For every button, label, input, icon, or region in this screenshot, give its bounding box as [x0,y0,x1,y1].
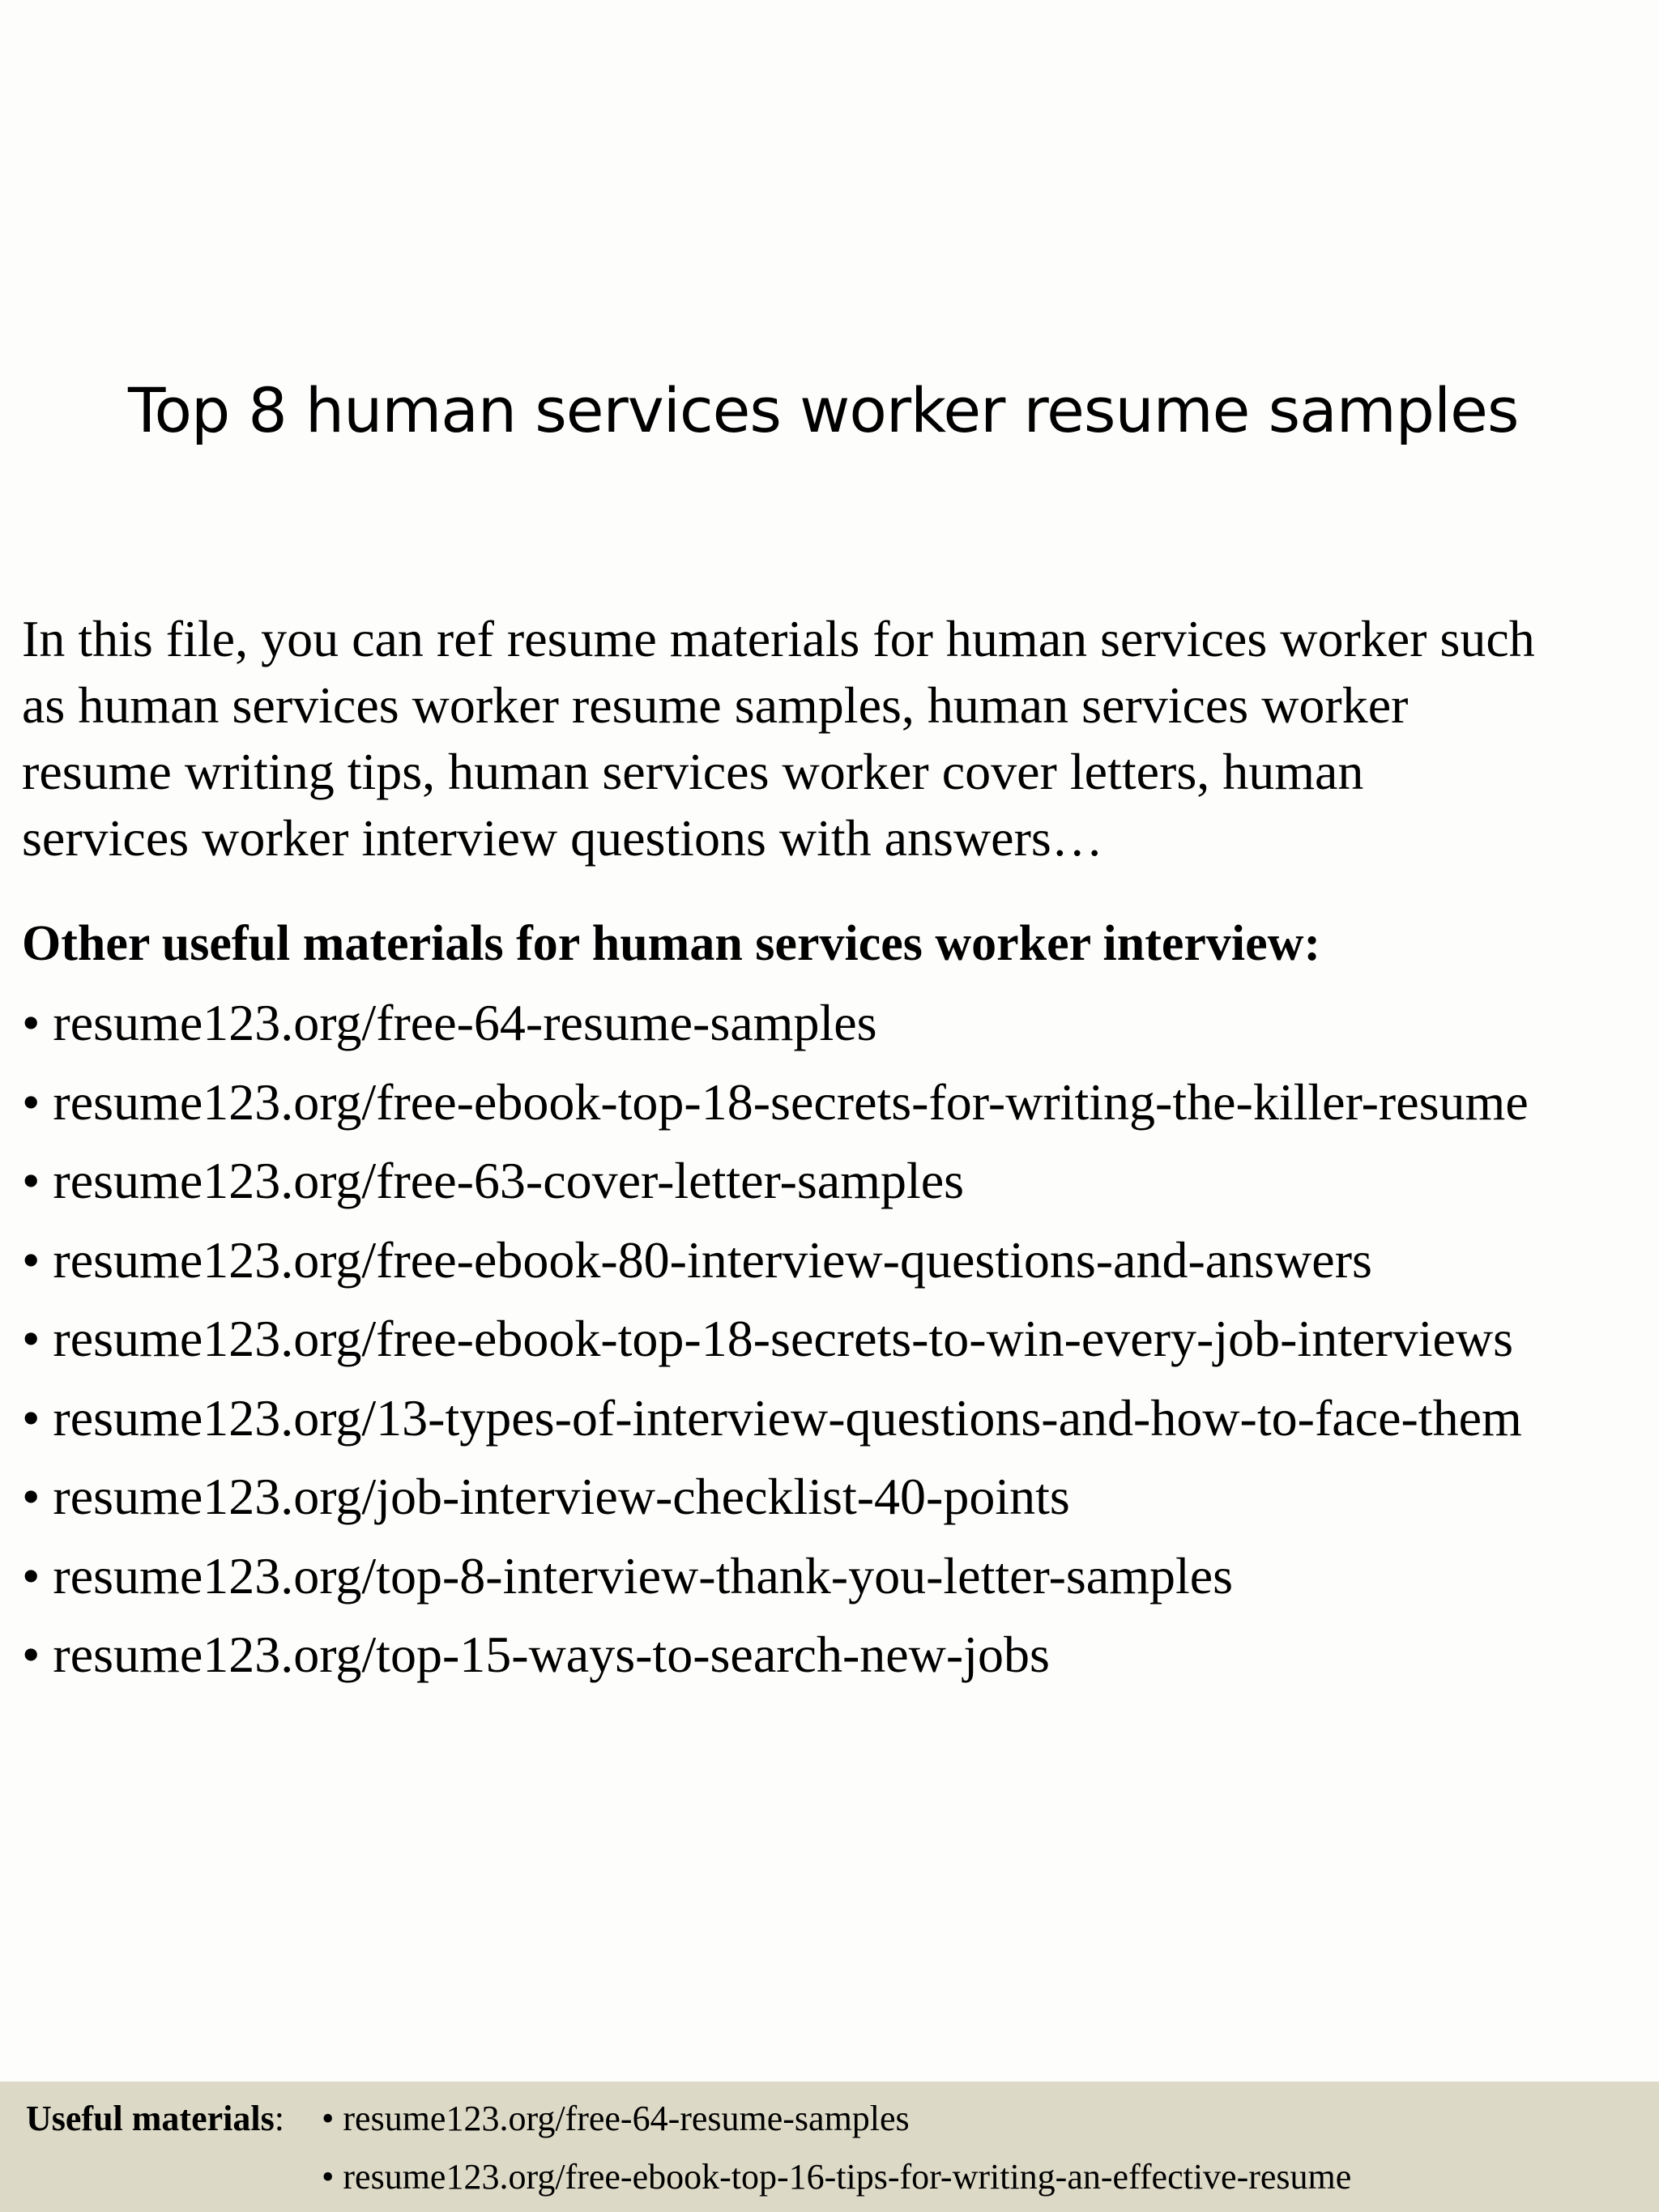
material-link[interactable]: resume123.org/free-ebook-80-interview-questions-and-answers [53,1230,1372,1289]
footer-item [322,2096,910,2142]
list-item [22,1148,1529,1227]
material-link[interactable]: resume123.org/free-64-resume-samples [53,994,877,1051]
intro-line: resume writing tips, human services worker cover letters, human [22,743,1364,800]
footer-link[interactable]: resume123.org/free-ebook-top-16-tips-for-writing-an-effective-resume [343,2157,1352,2197]
materials-link-list [22,990,1529,1701]
bullet: • [22,1388,41,1447]
list-item [22,1306,1529,1385]
list-item [22,1622,1529,1701]
bullet: • [22,1072,41,1131]
bullet: • [322,2157,335,2197]
footer-bar [0,2082,1659,2212]
list-item [22,1069,1529,1149]
list-item [22,1464,1529,1543]
bullet: • [22,994,41,1051]
material-link[interactable]: resume123.org/top-15-ways-to-search-new-jobs [53,1626,1050,1683]
material-link[interactable]: resume123.org/job-interview-checklist-40-points [53,1468,1070,1525]
intro-line: as human services worker resume samples, human services worker [22,676,1409,734]
footer-link[interactable]: resume123.org/free-64-resume-samples [343,2099,910,2138]
list-item [22,1543,1529,1622]
list-item [22,990,1529,1069]
material-link[interactable]: resume123.org/free-63-cover-letter-samples [53,1152,965,1209]
list-item [22,1227,1529,1306]
bullet: • [22,1546,41,1605]
intro-line: In this file, you can ref resume materials for human services worker such [22,610,1535,667]
material-link[interactable]: resume123.org/free-ebook-top-18-secrets-for-writing-the-killer-resume [53,1072,1529,1131]
material-link[interactable]: resume123.org/free-ebook-top-18-secrets-to-win-every-job-interviews [53,1310,1513,1367]
footer-label-separator: : [274,2099,284,2138]
bullet: • [22,1152,41,1209]
other-materials-heading: Other useful materials for human services worker interview: [22,916,1321,971]
footer-label-text: Useful materials [26,2099,275,2138]
material-link[interactable]: resume123.org/top-8-interview-thank-you-letter-samples [53,1546,1234,1605]
footer-item [322,2154,1351,2200]
page-title: Top 8 human services worker resume samples [128,374,1519,446]
bullet: • [22,1468,41,1525]
bullet: • [322,2099,335,2138]
footer-label [26,2096,284,2142]
list-item [22,1385,1529,1464]
bullet: • [22,1230,41,1289]
bullet: • [22,1310,41,1367]
material-link[interactable]: resume123.org/13-types-of-interview-questions-and-how-to-face-them [53,1388,1522,1447]
intro-line: services worker interview questions with answers… [22,809,1103,867]
intro-paragraph [22,606,1650,872]
bullet: • [22,1626,41,1683]
